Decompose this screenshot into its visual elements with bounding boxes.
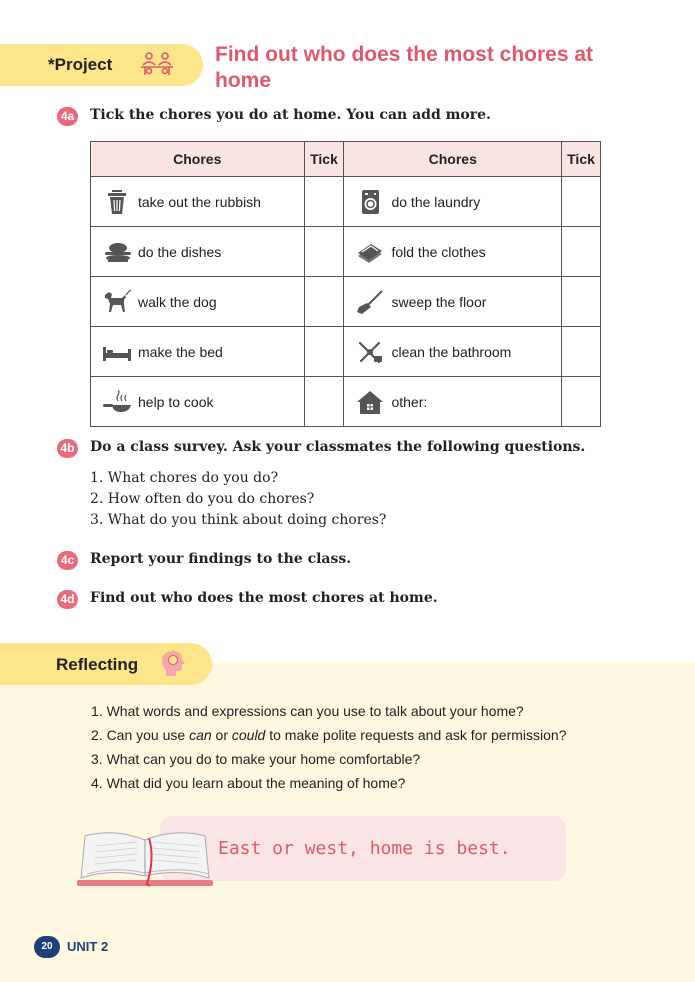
header-tick: Tick [562,142,601,177]
chore-label: take out the rubbish [138,193,261,210]
reflecting-question: 1. What words and expressions can you use to talk about your home? [91,703,524,719]
reflecting-question: 2. Can you use can or could to make polite requests and ask for permission? [91,727,567,743]
tick-cell[interactable] [304,277,344,327]
reflecting-label: Reflecting [56,655,139,674]
tick-cell[interactable] [304,327,344,377]
dog-icon [102,289,132,315]
survey-question: 2. How often do you do chores? [90,491,315,507]
washing-machine-icon [355,189,385,215]
people-table-icon [139,51,175,81]
task-badge-4c: 4c [57,551,78,570]
tick-cell[interactable] [304,227,344,277]
reflecting-question: 3. What can you do to make your home comfortable? [91,751,421,767]
task-4b-text: Do a class survey. Ask your classmates the following questions. [90,439,586,455]
dishes-icon [102,239,132,265]
chore-label: do the laundry [391,193,481,210]
survey-question-list [90,468,386,531]
task-badge-4d: 4d [57,590,78,609]
reflecting-question-list [91,699,567,795]
broom-icon [355,289,385,315]
tick-cell[interactable] [562,227,601,277]
chore-label: do the dishes [138,243,222,260]
survey-question: 1. What chores do you do? [90,470,279,486]
tick-cell[interactable] [562,277,601,327]
house-icon [355,389,385,415]
tick-cell[interactable] [562,327,601,377]
table-row [91,327,601,377]
cleaning-brushes-icon [355,339,385,365]
header-chores: Chores [91,142,305,177]
task-badge-4a: 4a [57,107,78,126]
task-badge-4b: 4b [57,439,78,458]
tick-cell[interactable] [562,177,601,227]
table-row [91,227,601,277]
reflecting-question: 4. What did you learn about the meaning of home? [91,775,406,791]
chore-label: walk the dog [138,293,217,310]
open-book-icon [75,824,215,894]
frying-pan-icon [102,389,132,415]
chore-label: make the bed [138,343,223,360]
table-row [91,177,601,227]
chore-label: help to cook [138,393,214,410]
task-4a-text: Tick the chores you do at home. You can add more. [90,107,491,123]
bed-icon [102,339,132,365]
unit-label: UNIT 2 [67,939,109,954]
task-4c-text: Report your findings to the class. [90,551,352,567]
table-row [91,277,601,327]
chore-label: sweep the floor [391,293,487,310]
header-chores: Chores [344,142,562,177]
chores-table [90,141,601,427]
tick-cell[interactable] [304,177,344,227]
chore-label: clean the bathroom [391,343,512,360]
table-row [91,377,601,427]
page-number: 20 [34,936,60,958]
header-tick: Tick [304,142,344,177]
folded-clothes-icon [355,239,385,265]
project-title: Find out who does the most chores at home [215,43,594,92]
head-lightbulb-icon [160,648,188,682]
tick-cell[interactable] [562,377,601,427]
survey-question: 3. What do you think about doing chores? [90,512,387,528]
project-label: *Project [48,55,113,74]
trash-bin-icon [102,189,132,215]
proverb-text: East or west, home is best. [218,838,511,859]
tick-cell[interactable] [304,377,344,427]
chore-label: fold the clothes [391,243,486,260]
task-4d-text: Find out who does the most chores at home. [90,590,438,606]
chore-label: other: [391,393,428,410]
